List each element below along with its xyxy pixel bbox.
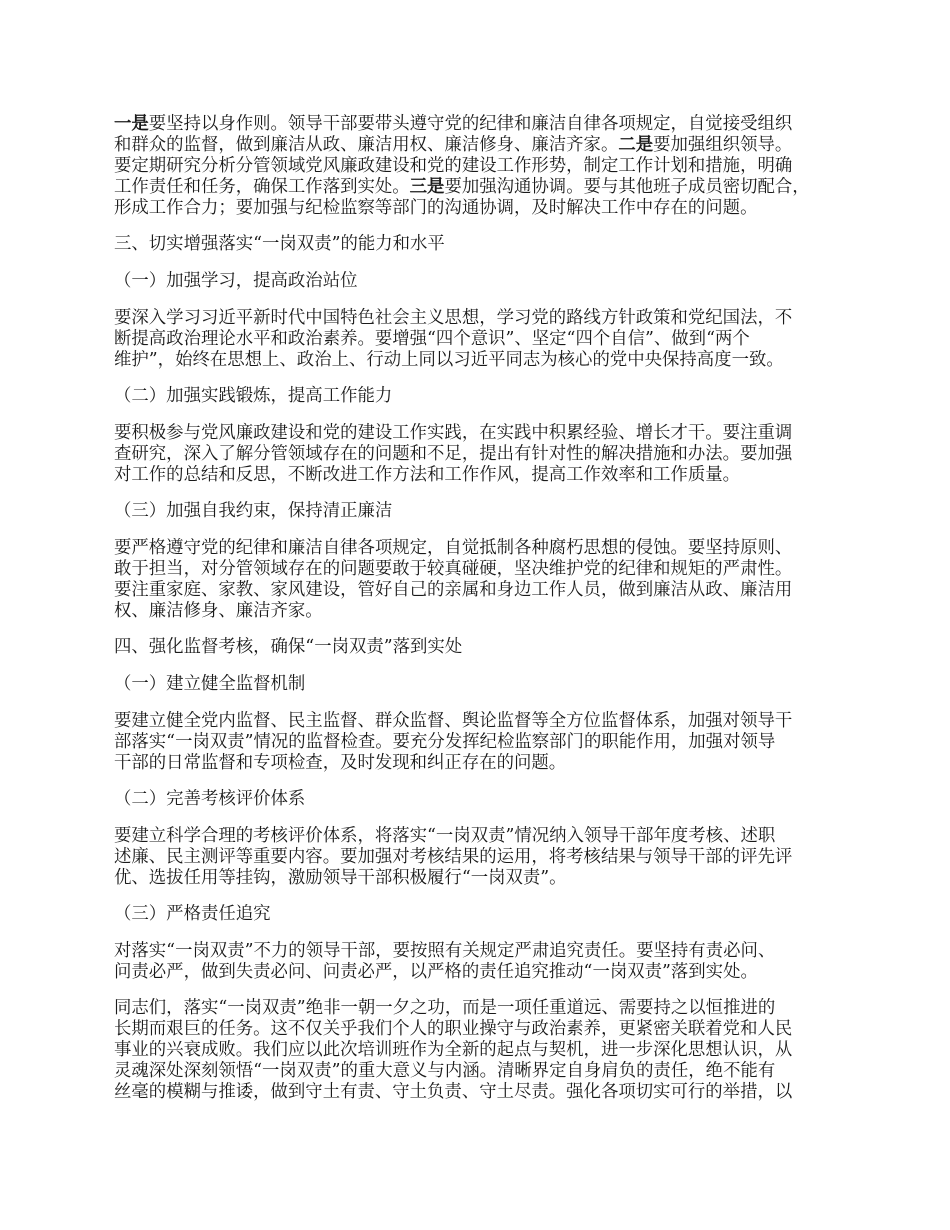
text-line: 干部的日常监督和专项检查，及时发现和纠正存在的问题。 — [114, 753, 567, 773]
body-paragraph — [114, 423, 844, 486]
text-line — [114, 177, 844, 198]
text-line: 要积极参与党风廉政建设和党的建设工作实践，在实践中积累经验、增长才干。要注重调 — [114, 423, 793, 443]
text-line: （一）加强学习，提高政治站位 — [114, 271, 358, 291]
text-line: （二）加强实践锻炼，提高工作能力 — [114, 386, 393, 406]
text-line: 断提高政治理论水平和政治素养。要增强“四个意识”、坚定“四个自信”、做到“两个 — [114, 329, 750, 349]
text-line — [114, 135, 844, 156]
text-line: 查研究，深入了解分管领域存在的问题和不足，提出有针对性的解决措施和办法。要加强 — [114, 444, 793, 464]
text-line: 事业的兴衰成败。我们应以此次培训班作为全新的起点与契机，进一步深化思想认识，从 — [114, 1040, 793, 1060]
text-line: 维护”，始终在思想上、政治上、行动上同以习近平同志为核心的党中央保持高度一致。 — [114, 350, 784, 370]
section-heading — [114, 386, 844, 408]
text-segment: 要坚持以身作则。领导干部要带头遵守党的纪律和廉洁自律各项规定，自觉接受组织 — [148, 114, 793, 134]
text-line: 要严格遵守党的纪律和廉洁自律各项规定，自觉抵制各种腐朽思想的侵蚀。要坚持原则、 — [114, 538, 793, 558]
section-heading — [114, 904, 844, 926]
body-paragraph — [114, 998, 844, 1103]
body-paragraph — [114, 538, 844, 622]
text-segment: 要加强沟通协调。要与其他班子成员密切配合， — [444, 177, 810, 197]
text-line: 要建立健全党内监督、民主监督、群众监督、舆论监督等全方位监督体系，加强对领导干 — [114, 711, 793, 731]
text-line: （一）建立健全监督机制 — [114, 674, 306, 694]
bold-lead-term: 三是 — [409, 177, 445, 197]
bold-lead-term: 二是 — [618, 135, 654, 155]
text-line: （二）完善考核评价体系 — [114, 789, 306, 809]
text-segment: 工作责任和任务，确保工作落到实处。 — [114, 177, 410, 197]
text-line: 权、廉洁修身、廉洁齐家。 — [114, 601, 323, 621]
text-line: 优、选拔任用等挂钩，激励领导干部积极履行“一岗双责”。 — [114, 868, 567, 888]
text-line: 要深入学习习近平新时代中国特色社会主义思想，学习党的路线方针政策和党纪国法，不 — [114, 308, 793, 328]
text-line — [114, 198, 844, 219]
text-line: 对工作的总结和反思，不断改进工作方法和工作作风，提高工作效率和工作质量。 — [114, 465, 741, 485]
text-line: 长期而艰巨的任务。这不仅关乎我们个人的职业操守与政治素养，更紧密关联着党和人民 — [114, 1019, 793, 1039]
text-line: 要建立科学合理的考核评价体系，将落实“一岗双责”情况纳入领导干部年度考核、述职 — [114, 826, 776, 846]
body-paragraph — [114, 826, 844, 889]
text-line: （三）加强自我约束，保持清正廉洁 — [114, 501, 393, 521]
text-line: 要注重家庭、家教、家风建设，管好自己的亲属和身边工作人员，做到廉洁从政、廉洁用 — [114, 580, 793, 600]
text-segment: 形成工作合力；要加强与纪检监察等部门的沟通协调，及时解决工作中存在的问题。 — [114, 198, 758, 218]
text-line: 灵魂深处深刻领悟“一岗双责”的重大意义与内涵。清晰界定自身肩负的责任，绝不能有 — [114, 1061, 776, 1081]
text-line: 敢于担当，对分管领域存在的问题要敢于较真碰硬，坚决维护党的纪律和规矩的严肃性。 — [114, 559, 793, 579]
text-line — [114, 114, 844, 135]
text-line: 问责必严，做到失责必问、问责必严，以严格的责任追究推动“一岗双责”落到实处。 — [114, 962, 758, 982]
section-heading — [114, 637, 844, 659]
text-segment: 要加强组织领导。 — [653, 135, 793, 155]
text-line: 丝毫的模糊与推诿，做到守土有责、守土负责、守土尽责。强化各项切实可行的举措，以 — [114, 1082, 793, 1102]
section-heading — [114, 501, 844, 523]
body-paragraph — [114, 308, 844, 371]
section-heading — [114, 789, 844, 811]
body-paragraph — [114, 711, 844, 774]
text-line: 部落实“一岗双责”情况的监督检查。要充分发挥纪检监察部门的职能作用，加强对领导 — [114, 732, 776, 752]
text-line: 对落实“一岗双责”不力的领导干部，要按照有关规定严肃追究责任。要坚持有责必问、 — [114, 941, 776, 961]
body-paragraph — [114, 941, 844, 983]
bold-lead-term: 一是 — [114, 114, 149, 134]
document-page — [114, 114, 844, 1118]
text-segment: 和群众的监督，做到廉洁从政、廉洁用权、廉洁修身、廉洁齐家。 — [114, 135, 619, 155]
section-heading — [114, 234, 844, 256]
section-heading — [114, 674, 844, 696]
section-heading — [114, 271, 844, 293]
text-line: 同志们，落实“一岗双责”绝非一朝一夕之功，而是一项任重道远、需要持之以恒推进的 — [114, 998, 776, 1018]
text-line: （三）严格责任追究 — [114, 904, 271, 924]
intro-paragraph — [114, 114, 844, 219]
text-line: 述廉、民主测评等重要内容。要加强对考核结果的运用，将考核结果与领导干部的评先评 — [114, 847, 793, 867]
text-line: 四、强化监督考核，确保“一岗双责”落到实处 — [114, 637, 463, 657]
text-line — [114, 156, 844, 177]
text-line: 三、切实增强落实“一岗双责”的能力和水平 — [114, 234, 445, 254]
text-segment: 要定期研究分析分管领域党风廉政建设和党的建设工作形势，制定工作计划和措施，明确 — [114, 156, 793, 176]
